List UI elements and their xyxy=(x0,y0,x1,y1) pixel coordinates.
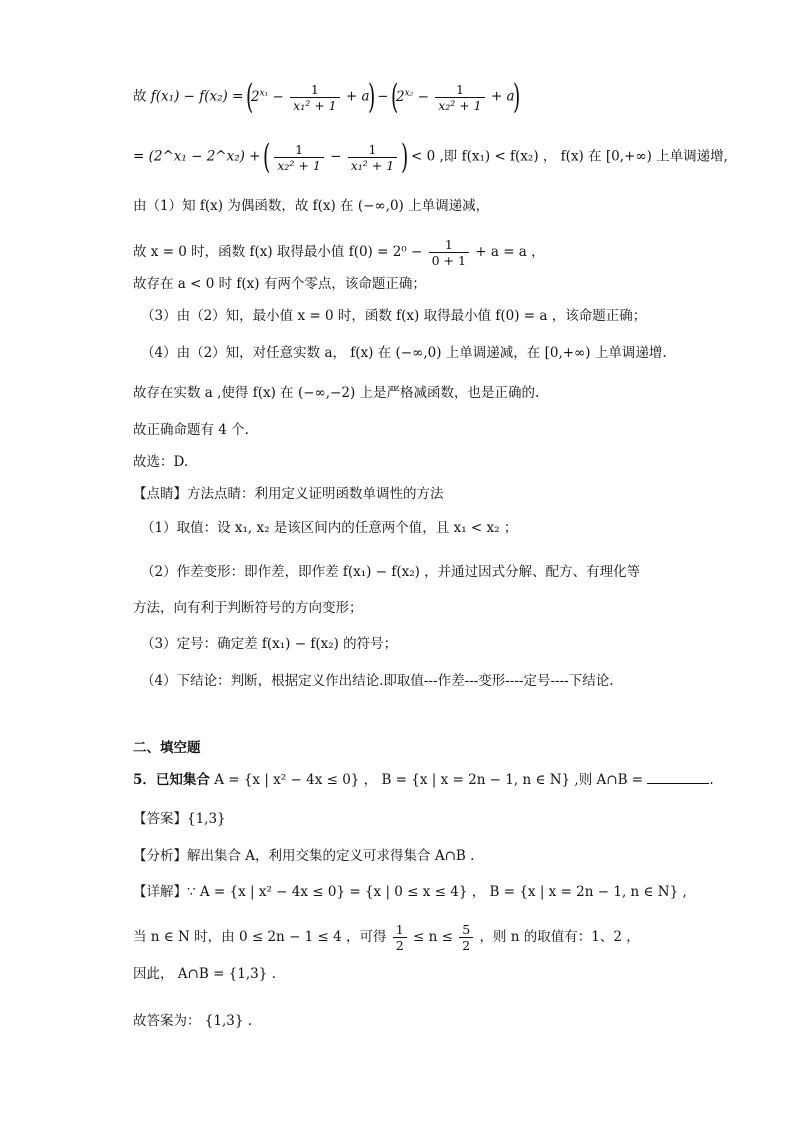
text: ，则 n 的取值有：1、2 ， xyxy=(479,929,640,945)
tip-step-1: （1）取值：设 x₁, x₂ 是该区间内的任意两个值，且 x₁ < x₂ ； xyxy=(141,520,518,536)
fraction: $\frac{1}{\text{x₁² + 1}}$ xyxy=(290,82,339,113)
text: 故 x = 0 时，函数 f(x) 取得最小值 f(0) = 2⁰ − xyxy=(133,244,423,260)
proof-line-8: 故存在实数 a ,使得 f(x) 在 (−∞,−2) 上是严格减函数，也是正确的. xyxy=(133,385,540,401)
proof-line-4 xyxy=(133,237,545,268)
proof-line-1: 故 $f(x_1) - f(x_2) = (2^{x_1}$ − $\frac{1}{\text{x₁² + 1}}$ + $a) - (2^{x_2}$ − $\frac{1}{\text{x₂² + 1}}$ + a) xyxy=(133,77,520,117)
answer-line xyxy=(133,809,226,829)
proof-line-10: 故选：D. xyxy=(133,454,189,470)
detail-line-1 xyxy=(133,882,687,902)
proof-line-6: （3）由（2）知，最小值 x = 0 时，函数 f(x) 取得最小值 f(0) = a ，该命题正确； xyxy=(141,308,647,324)
question-label: 5．已知集合 xyxy=(133,772,210,788)
fraction: $\frac{1}{\text{x₂² + 1}}$ xyxy=(274,142,323,173)
proof-line-2: = (2^x₁ − 2^x₂) + ( $\frac{1}{\text{x₂² + 1}}$ − $\frac{1}{\text{x₁² + 1}}$ ) < 0 ,即 f(x₁) < f(x₂) ， f(x) 在 [0,+∞) 上单调递增, xyxy=(133,137,728,177)
proof-line-7: （4）由（2）知，对任意实数 a， f(x) 在 (−∞,0) 上单调递减，在 [0,+∞) 上单调递增. xyxy=(141,345,667,361)
text: + a = a ， xyxy=(475,244,545,260)
detail-line-2 xyxy=(133,922,640,953)
tip-step-4: （4）下结论：判断，根据定义作出结论.即取值---作差---变形----定号----下结论. xyxy=(141,673,614,689)
answer-tag: 【答案】 xyxy=(133,811,187,827)
tip-title: 【点睛】方法点睛：利用定义证明函数单调性的方法 xyxy=(133,486,444,502)
fraction: $\frac{1}{0 + 1}$ xyxy=(429,237,469,268)
text: ≤ n ≤ xyxy=(413,929,453,945)
analysis-text: 解出集合 A，利用交集的定义可求得集合 A∩B . xyxy=(187,848,475,864)
formula: f(x₁) − f(x₂) = xyxy=(150,88,244,105)
text: 故 xyxy=(133,88,147,105)
formula: = (2^x₁ − 2^x₂) + xyxy=(133,148,261,165)
text: 当 n ∈ N 时，由 0 ≤ 2n − 1 ≤ 4 ，可得 xyxy=(133,929,387,945)
fraction: $\frac{1}{\text{x₂² + 1}}$ xyxy=(435,82,484,113)
detail-line-3: 因此， A∩B = {1,3} . xyxy=(133,966,276,982)
fraction: $\frac{5}{2}$ xyxy=(459,922,473,953)
tip-step-3: （3）定号：确定差 f(x₁) − f(x₂) 的符号； xyxy=(141,636,398,652)
question-body: A = {x | x² − 4x ≤ 0} ， B = {x | x = 2n − 1, n ∈ N} ,则 A∩B = xyxy=(214,772,644,788)
question-5: 5．已知集合 A = {x | x² − 4x ≤ 0} ， B = {x | x = 2n − 1, n ∈ N} ,则 A∩B = . xyxy=(133,772,714,788)
detail-tag: 【详解】 xyxy=(133,884,187,900)
fraction: $\frac{1}{\text{x₁² + 1}}$ xyxy=(348,142,397,173)
proof-line-9: 故正确命题有 4 个. xyxy=(133,422,249,438)
text: < 0 ,即 f(x₁) < f(x₂) ， f(x) 在 [0,+∞) 上单调递增, xyxy=(411,148,728,165)
answer-blank[interactable] xyxy=(647,771,709,784)
tip-step-2-cont: 方法，向有利于判断符号的方向变形； xyxy=(133,600,363,616)
detail-text: ∵ A = {x | x² − 4x ≤ 0} = {x | 0 ≤ x ≤ 4} ， B = {x | x = 2n − 1, n ∈ N} , xyxy=(187,884,687,900)
analysis-line xyxy=(133,846,474,866)
fraction: $\frac{1}{2}$ xyxy=(393,922,407,953)
analysis-tag: 【分析】 xyxy=(133,848,187,864)
proof-line-3: 由（1）知 f(x) 为偶函数，故 f(x) 在 (−∞,0) 上单调递减， xyxy=(133,198,490,214)
answer-value: {1,3} xyxy=(187,811,226,827)
proof-line-5: 故存在 a < 0 时 f(x) 有两个零点，该命题正确； xyxy=(133,276,426,292)
tip-step-2: （2）作差变形：即作差，即作差 f(x₁) − f(x₂) ，并通过因式分解、配方、有理化等 xyxy=(141,564,641,580)
detail-line-4: 故答案为： {1,3} . xyxy=(133,1013,253,1029)
section-heading: 二、填空题 xyxy=(133,740,201,756)
